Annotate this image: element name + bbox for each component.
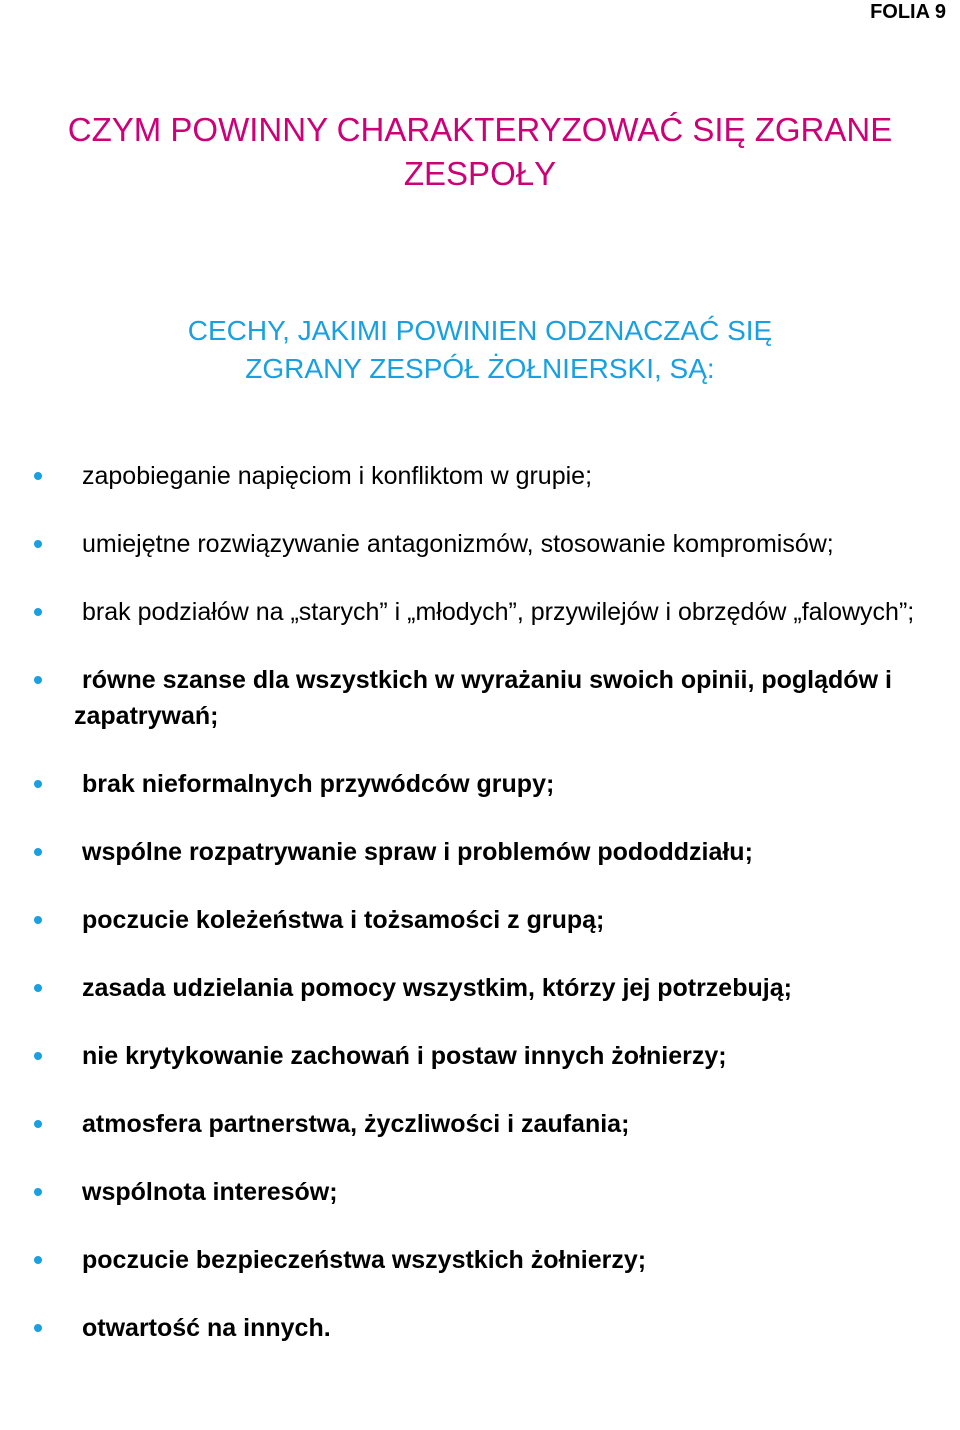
list-item [0,1174,960,1210]
list-item [0,458,960,494]
section-subtitle-line-1: CECHY, JAKIMI POWINIEN ODZNACZAĆ SIĘ [187,315,773,346]
list-item [0,662,960,734]
list-item-text: wspólne rozpatrywanie spraw i problemów pododdziału; [82,838,753,866]
list-item [0,1038,960,1074]
bullet-icon [34,1188,42,1196]
list-item [0,1242,960,1278]
list-item [0,902,960,938]
list-item-text: otwartość na innych. [82,1314,331,1342]
bullet-icon [34,1256,42,1264]
list-item [0,766,960,802]
list-item [0,970,960,1006]
list-item-text: brak nieformalnych przywódców grupy; [82,770,555,798]
list-item [0,526,960,562]
list-item-text: umiejętne rozwiązywanie antagonizmów, stosowanie kompromisów; [82,530,834,558]
page-folio: FOLIA 9 [870,1,946,23]
bullet-icon [34,472,42,480]
list-item-text: wspólnota interesów; [82,1178,338,1206]
list-item [0,594,960,630]
bullet-icon [34,916,42,924]
list-item-text: zapobieganie napięciom i konfliktom w grupie; [82,462,593,490]
bullet-icon [34,1324,42,1332]
bullet-icon [34,540,42,548]
bullet-icon [34,848,42,856]
bullet-icon [34,1120,42,1128]
bullet-icon [34,984,42,992]
page-title-line-2: ZESPOŁY [403,155,557,192]
page-title-line-1: CZYM POWINNY CHARAKTERYZOWAĆ SIĘ ZGRANE [67,111,893,148]
bullet-icon [34,676,42,684]
section-subtitle-line-2: ZGRANY ZESPÓŁ ŻOŁNIERSKI, SĄ: [245,353,715,384]
list-item-text: poczucie bezpieczeństwa wszystkich żołnierzy; [82,1246,647,1274]
list-item [0,834,960,870]
list-item [0,1310,960,1346]
bullet-icon [34,780,42,788]
list-item-text: zasada udzielania pomocy wszystkim, którzy jej potrzebują; [82,974,792,1002]
features-list [0,458,960,1378]
list-item-text: brak podziałów na „starych” i „młodych”, przywilejów i obrzędów „falowych”; [82,598,915,626]
list-item-text: poczucie koleżeństwa i tożsamości z grupą; [82,906,605,934]
list-item-text: atmosfera partnerstwa, życzliwości i zaufania; [82,1110,630,1138]
list-item-text: nie krytykowanie zachowań i postaw innych żołnierzy; [82,1042,727,1070]
list-item-text: równe szanse dla wszystkich w wyrażaniu swoich opinii, poglądów i zapatrywań; [74,666,892,730]
bullet-icon [34,1052,42,1060]
page-title [0,108,960,196]
section-subtitle [0,312,960,388]
list-item [0,1106,960,1142]
bullet-icon [34,608,42,616]
